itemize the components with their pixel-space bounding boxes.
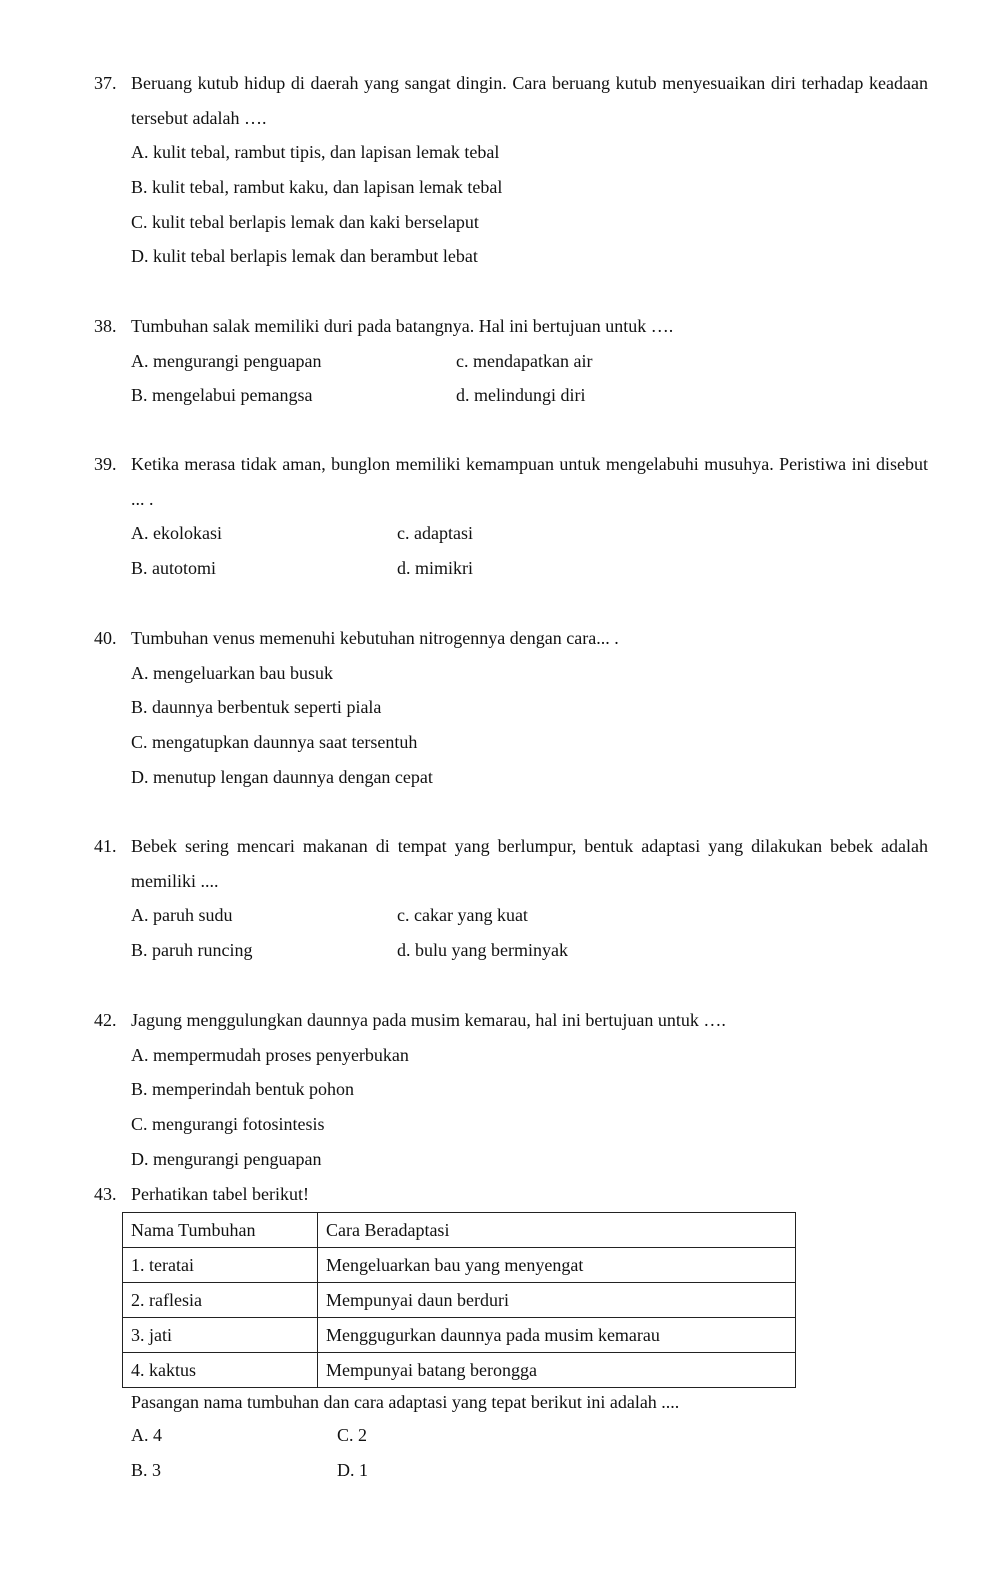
option-a[interactable]: A. 4: [131, 1425, 162, 1445]
option-row: [94, 690, 928, 725]
question-body: Beruang kutub hidup di daerah yang sangat dingin. Cara beruang kutub menyesuaikan diri terhadap keadaan tersebut adalah ….: [131, 73, 928, 128]
plant-adaptation-table: [122, 1212, 796, 1388]
question-number: 43.: [94, 1184, 117, 1204]
option-d[interactable]: d. mimikri: [397, 557, 473, 578]
option-b[interactable]: B. kulit tebal, rambut kaku, dan lapisan lemak tebal: [131, 176, 503, 197]
table-row: [123, 1353, 796, 1388]
question-body: Tumbuhan salak memiliki duri pada batangnya. Hal ini bertujuan untuk ….: [131, 316, 674, 336]
question-text: [94, 621, 928, 656]
question-body: Tumbuhan venus memenuhi kebutuhan nitrogennya dengan cara... .: [131, 628, 619, 648]
option-row: [94, 344, 928, 379]
question-42: [94, 1003, 928, 1177]
question-text: [94, 1176, 928, 1212]
option-row: [94, 725, 928, 760]
option-row: [94, 1142, 928, 1177]
option-row: [94, 378, 928, 413]
option-c[interactable]: C. mengatupkan daunnya saat tersentuh: [131, 732, 418, 753]
option-row: [94, 239, 928, 274]
option-c[interactable]: C. 2: [337, 1425, 368, 1445]
question-number: 39.: [94, 454, 117, 474]
option-b[interactable]: B. daunnya berbentuk seperti piala: [131, 697, 382, 718]
table-cell: 3. jati: [123, 1318, 318, 1353]
option-row: [94, 1072, 928, 1107]
table-cell: 4. kaktus: [123, 1353, 318, 1388]
question-prompt-row: [94, 1388, 928, 1418]
question-prompt: Pasangan nama tumbuhan dan cara adaptasi yang tepat berikut ini adalah ....: [131, 1392, 680, 1412]
option-row: [94, 516, 928, 551]
option-a[interactable]: A. mempermudah proses penyerbukan: [131, 1044, 409, 1065]
table-header-row: [123, 1213, 796, 1248]
option-b[interactable]: B. memperindah bentuk pohon: [131, 1079, 354, 1100]
question-body: Bebek sering mencari makanan di tempat yang berlumpur, bentuk adaptasi yang dilakukan bebek adalah memiliki ....: [131, 836, 928, 891]
option-a[interactable]: A. paruh sudu: [131, 905, 233, 925]
option-row: [94, 170, 928, 205]
option-row: [94, 933, 928, 968]
option-d[interactable]: d. melindungi diri: [456, 385, 586, 406]
option-c[interactable]: c. adaptasi: [397, 523, 473, 543]
option-row: [94, 1453, 928, 1488]
option-a[interactable]: A. ekolokasi: [131, 523, 222, 543]
option-d[interactable]: D. 1: [337, 1459, 368, 1480]
option-c[interactable]: C. mengurangi fotosintesis: [131, 1114, 325, 1135]
table-row: [123, 1283, 796, 1318]
question-text: [94, 1003, 928, 1038]
option-d[interactable]: D. menutup lengan daunnya dengan cepat: [131, 766, 433, 787]
question-body: Perhatikan tabel berikut!: [131, 1184, 309, 1204]
question-number: 41.: [94, 836, 117, 856]
question-text: [94, 309, 928, 344]
option-c[interactable]: c. mendapatkan air: [456, 350, 593, 371]
question-number: 42.: [94, 1010, 117, 1030]
table-cell: Mengeluarkan bau yang menyengat: [318, 1248, 796, 1283]
option-row: [94, 551, 928, 586]
question-number: 37.: [94, 73, 117, 93]
option-b[interactable]: B. 3: [131, 1459, 162, 1480]
table-header-cell: Cara Beradaptasi: [318, 1213, 796, 1248]
table-row: [123, 1318, 796, 1353]
table-cell: 1. teratai: [123, 1248, 318, 1283]
option-a[interactable]: A. kulit tebal, rambut tipis, dan lapisan lemak tebal: [131, 142, 500, 162]
question-43: [94, 1176, 928, 1488]
question-text: [94, 66, 928, 135]
question-text: [94, 829, 928, 898]
question-body: Ketika merasa tidak aman, bunglon memiliki kemampuan untuk mengelabuhi musuhya. Peristiwa ini disebut ... .: [131, 454, 928, 509]
option-a[interactable]: A. mengeluarkan bau busuk: [131, 662, 333, 683]
option-row: [94, 1418, 928, 1453]
table-row: [123, 1248, 796, 1283]
table-cell: Menggugurkan daunnya pada musim kemarau: [318, 1318, 796, 1353]
question-body: Jagung menggulungkan daunnya pada musim kemarau, hal ini bertujuan untuk ….: [131, 1010, 726, 1030]
option-b[interactable]: B. paruh runcing: [131, 939, 253, 960]
option-b[interactable]: B. autotomi: [131, 557, 216, 578]
question-41: [94, 829, 928, 968]
option-row: [94, 1038, 928, 1073]
table-header-cell: Nama Tumbuhan: [123, 1213, 318, 1248]
option-row: [94, 898, 928, 933]
option-d[interactable]: D. mengurangi penguapan: [131, 1148, 322, 1169]
option-d[interactable]: d. bulu yang berminyak: [397, 939, 568, 960]
option-b[interactable]: B. mengelabui pemangsa: [131, 385, 313, 406]
question-40: [94, 621, 928, 795]
question-number: 38.: [94, 316, 117, 336]
question-38: [94, 309, 928, 413]
question-37: [94, 66, 928, 274]
option-row: [94, 760, 928, 795]
option-a[interactable]: A. mengurangi penguapan: [131, 350, 322, 371]
table-cell: Mempunyai batang berongga: [318, 1353, 796, 1388]
option-row: [94, 656, 928, 691]
option-d[interactable]: D. kulit tebal berlapis lemak dan berambut lebat: [131, 246, 478, 267]
option-row: [94, 205, 928, 240]
question-text: [94, 447, 928, 516]
option-c[interactable]: c. cakar yang kuat: [397, 905, 528, 925]
table-cell: 2. raflesia: [123, 1283, 318, 1318]
question-39: [94, 447, 928, 586]
option-row: [94, 135, 928, 170]
option-row: [94, 1107, 928, 1142]
question-number: 40.: [94, 628, 117, 648]
table-cell: Mempunyai daun berduri: [318, 1283, 796, 1318]
option-c[interactable]: C. kulit tebal berlapis lemak dan kaki berselaput: [131, 211, 479, 232]
